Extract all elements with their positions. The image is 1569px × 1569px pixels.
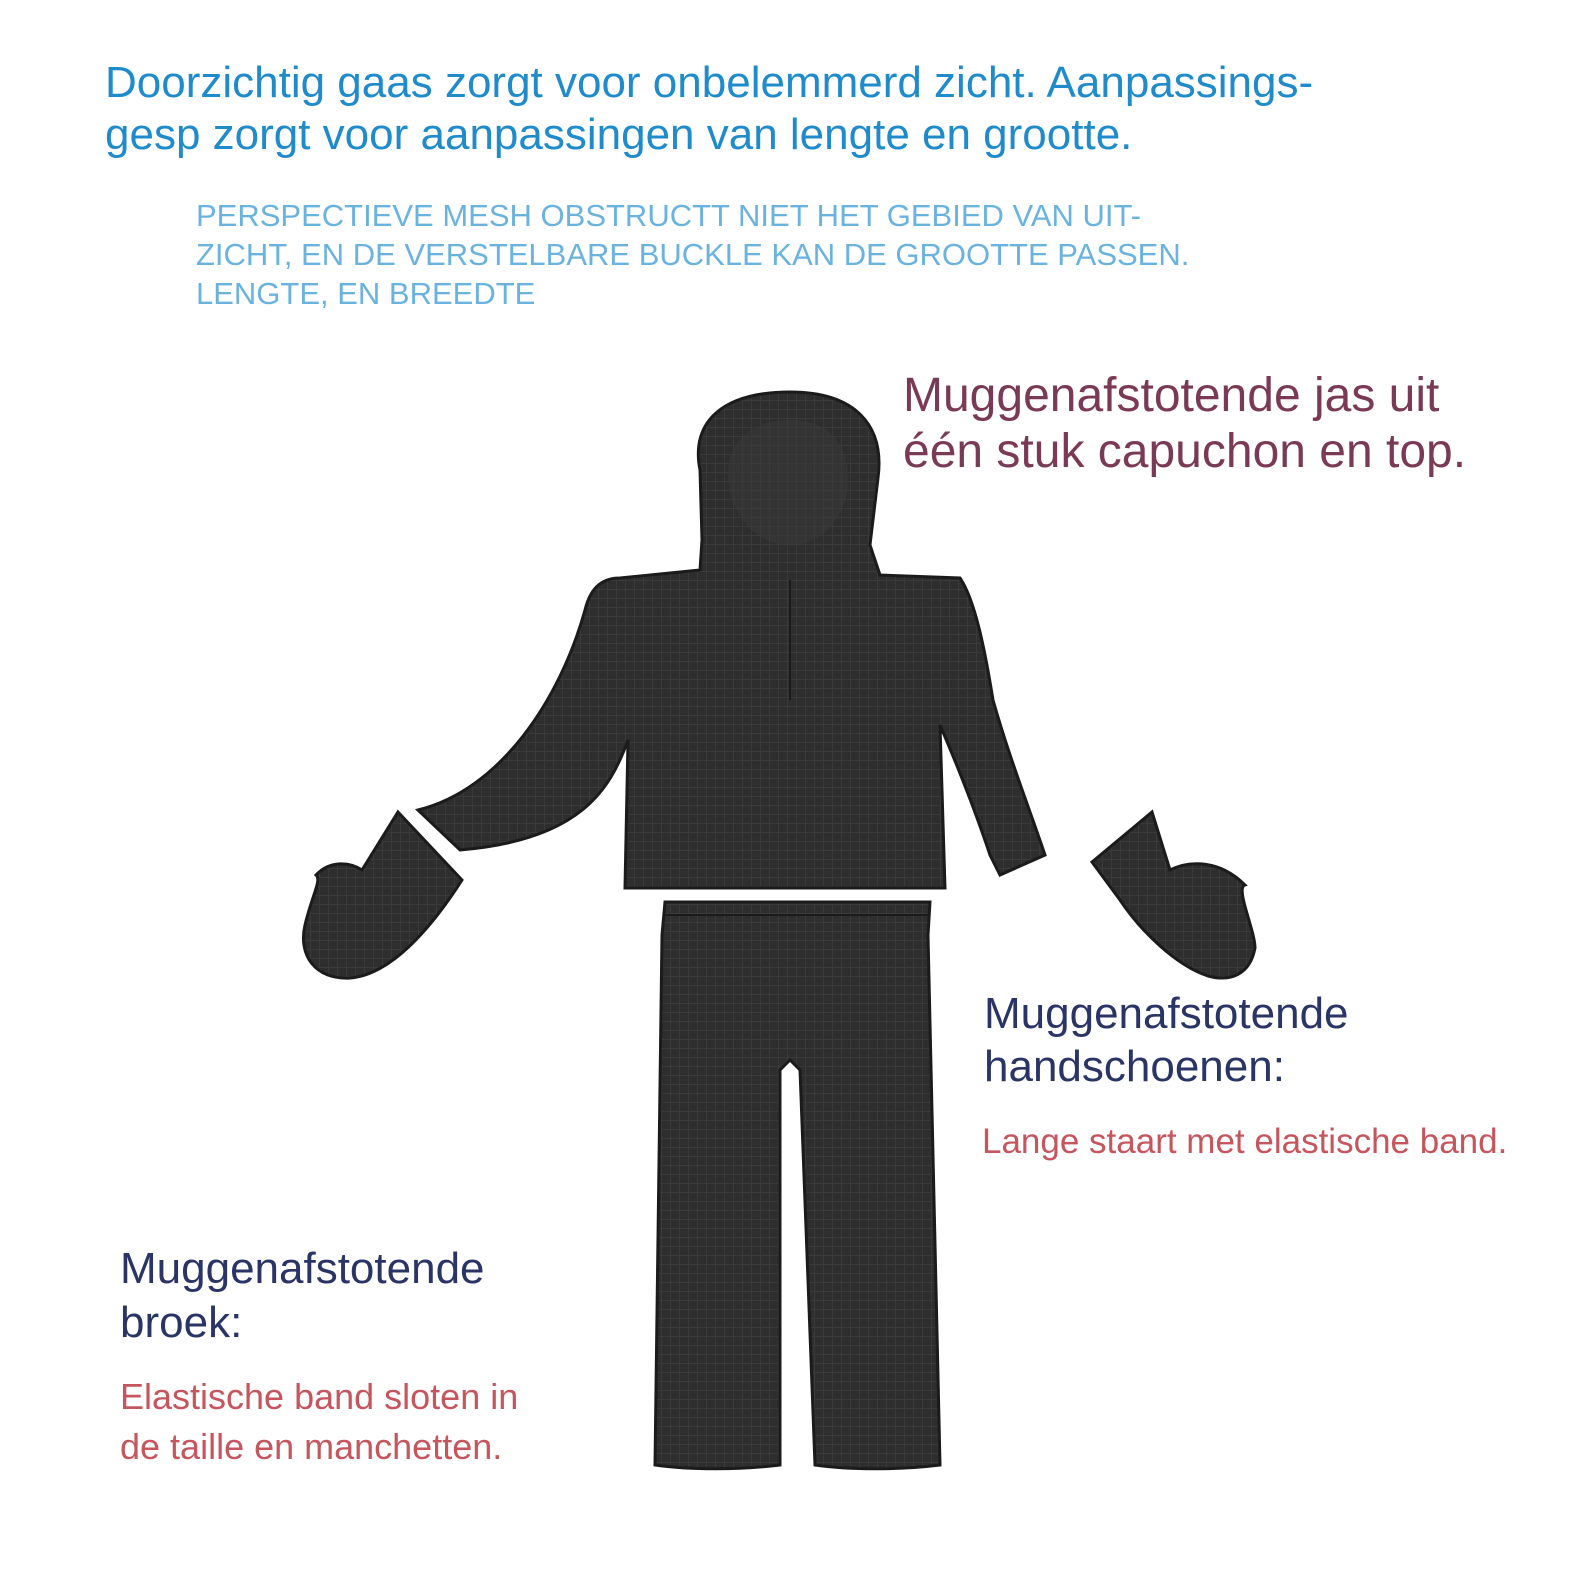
pants-description-line-1: Elastische band sloten in [120, 1376, 519, 1417]
gloves-description: Lange staart met elastische band. [982, 1122, 1508, 1161]
right-glove-illustration [1092, 812, 1255, 978]
subheadline [196, 196, 1189, 313]
gloves-label-line-2: handschoenen: [984, 1042, 1285, 1091]
subheadline-line-2: ZICHT, EN DE VERSTELBARE BUCKLE KAN DE GROOTTE PASSEN. [196, 237, 1190, 272]
jacket-label [903, 368, 1466, 480]
pants-description-line-2: de taille en manchetten. [120, 1426, 503, 1467]
subheadline-line-3: LENGTE, EN BREEDTE [196, 276, 536, 311]
left-glove-illustration [303, 812, 462, 978]
headline-line-2: gesp zorgt voor aanpassingen van lengte en grootte. [105, 110, 1133, 159]
pants-label-line-2: broek: [120, 1298, 243, 1347]
headline-line-1: Doorzichtig gaas zorgt voor onbelemmerd zicht. Aanpassings- [105, 58, 1314, 107]
pants-illustration [655, 902, 940, 1469]
jacket-label-line-2: één stuk capuchon en top. [903, 425, 1467, 478]
subheadline-line-1: PERSPECTIEVE MESH OBSTRUCTT NIET HET GEBIED VAN UIT- [196, 198, 1142, 233]
gloves-label [984, 987, 1349, 1093]
headline [105, 57, 1313, 161]
pants-description [120, 1372, 518, 1472]
pants-label [120, 1242, 485, 1350]
gloves-label-line-1: Muggenafstotende [984, 989, 1349, 1038]
pants-label-line-1: Muggenafstotende [120, 1244, 485, 1293]
jacket-label-line-1: Muggenafstotende jas uit [903, 369, 1440, 422]
